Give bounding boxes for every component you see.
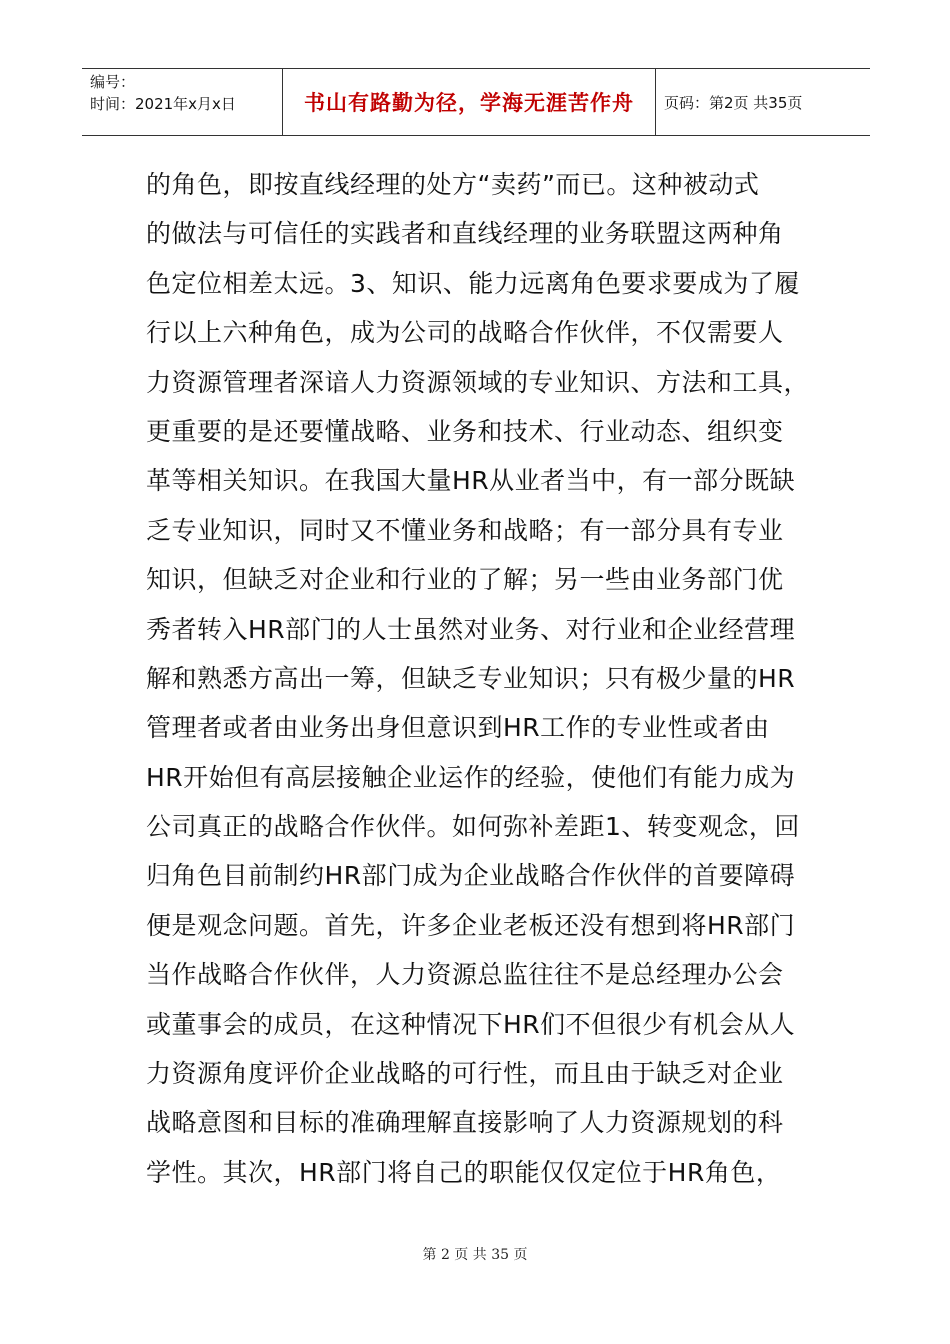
body-line: 色定位相差太远。3、知识、能力远离角色要求要成为了履 (146, 268, 800, 298)
document-header (82, 68, 870, 136)
body-line: 力资源角度评价企业战略的可行性，而且由于缺乏对企业 (146, 1059, 784, 1089)
body-line: 乏专业知识，同时又不懂业务和战略；有一部分具有专业 (146, 515, 784, 545)
body-line: 更重要的是还要懂战略、业务和技术、行业动态、组织变 (146, 416, 784, 446)
body-line: 或董事会的成员，在这种情况下HR们不但很少有机会从人 (146, 1009, 796, 1039)
body-line: 力资源管理者深谙人力资源领域的专业知识、方法和工具， (146, 367, 810, 397)
body-line: 战略意图和目标的准确理解直接影响了人力资源规划的科 (146, 1108, 784, 1138)
body-line: 公司真正的战略合作伙伴。如何弥补差距1、转变观念，回 (146, 812, 800, 842)
body-line: 秀者转入HR部门的人士虽然对业务、对行业和企业经营理 (146, 614, 796, 644)
body-line: 解和熟悉方高出一筹，但缺乏专业知识；只有极少量的HR (146, 663, 796, 693)
body-line: 便是观念问题。首先，许多企业老板还没有想到将HR部门 (146, 910, 796, 940)
body-line: 革等相关知识。在我国大量HR从业者当中，有一部分既缺 (146, 466, 796, 496)
body-line: 的做法与可信任的实践者和直线经理的业务联盟这两种角 (146, 219, 784, 249)
body-line: 当作战略合作伙伴，人力资源总监往往不是总经理办公会 (146, 960, 784, 990)
body-line: 管理者或者由业务出身但意识到HR工作的专业性或者由 (146, 713, 770, 743)
body-line: 归角色目前制约HR部门成为企业战略合作伙伴的首要障碍 (146, 861, 796, 891)
body-line: 学性。其次，HR部门将自己的职能仅仅定位于HR角色， (146, 1157, 782, 1187)
body-line: HR开始但有高层接触企业运作的经验，使他们有能力成为 (146, 762, 796, 792)
header-page-info: 页码：第2页 共35页 (664, 93, 803, 112)
header-motto: 书山有路勤为径，学海无涯苦作舟 (282, 69, 656, 135)
body-line: 的角色，即按直线经理的处方“卖药”而已。这种被动式 (146, 170, 760, 199)
time-label: 时间：2021年x月x日 (90, 95, 236, 113)
header-meta (82, 69, 282, 135)
body-text (146, 160, 810, 1197)
body-line: 行以上六种角色，成为公司的战略合作伙伴，不仅需要人 (146, 318, 784, 348)
page-footer: 第 2 页 共 35 页 (422, 1247, 528, 1263)
number-label: 编号： (90, 73, 136, 91)
body-line: 知识，但缺乏对企业和行业的了解；另一些由业务部门优 (146, 565, 784, 595)
